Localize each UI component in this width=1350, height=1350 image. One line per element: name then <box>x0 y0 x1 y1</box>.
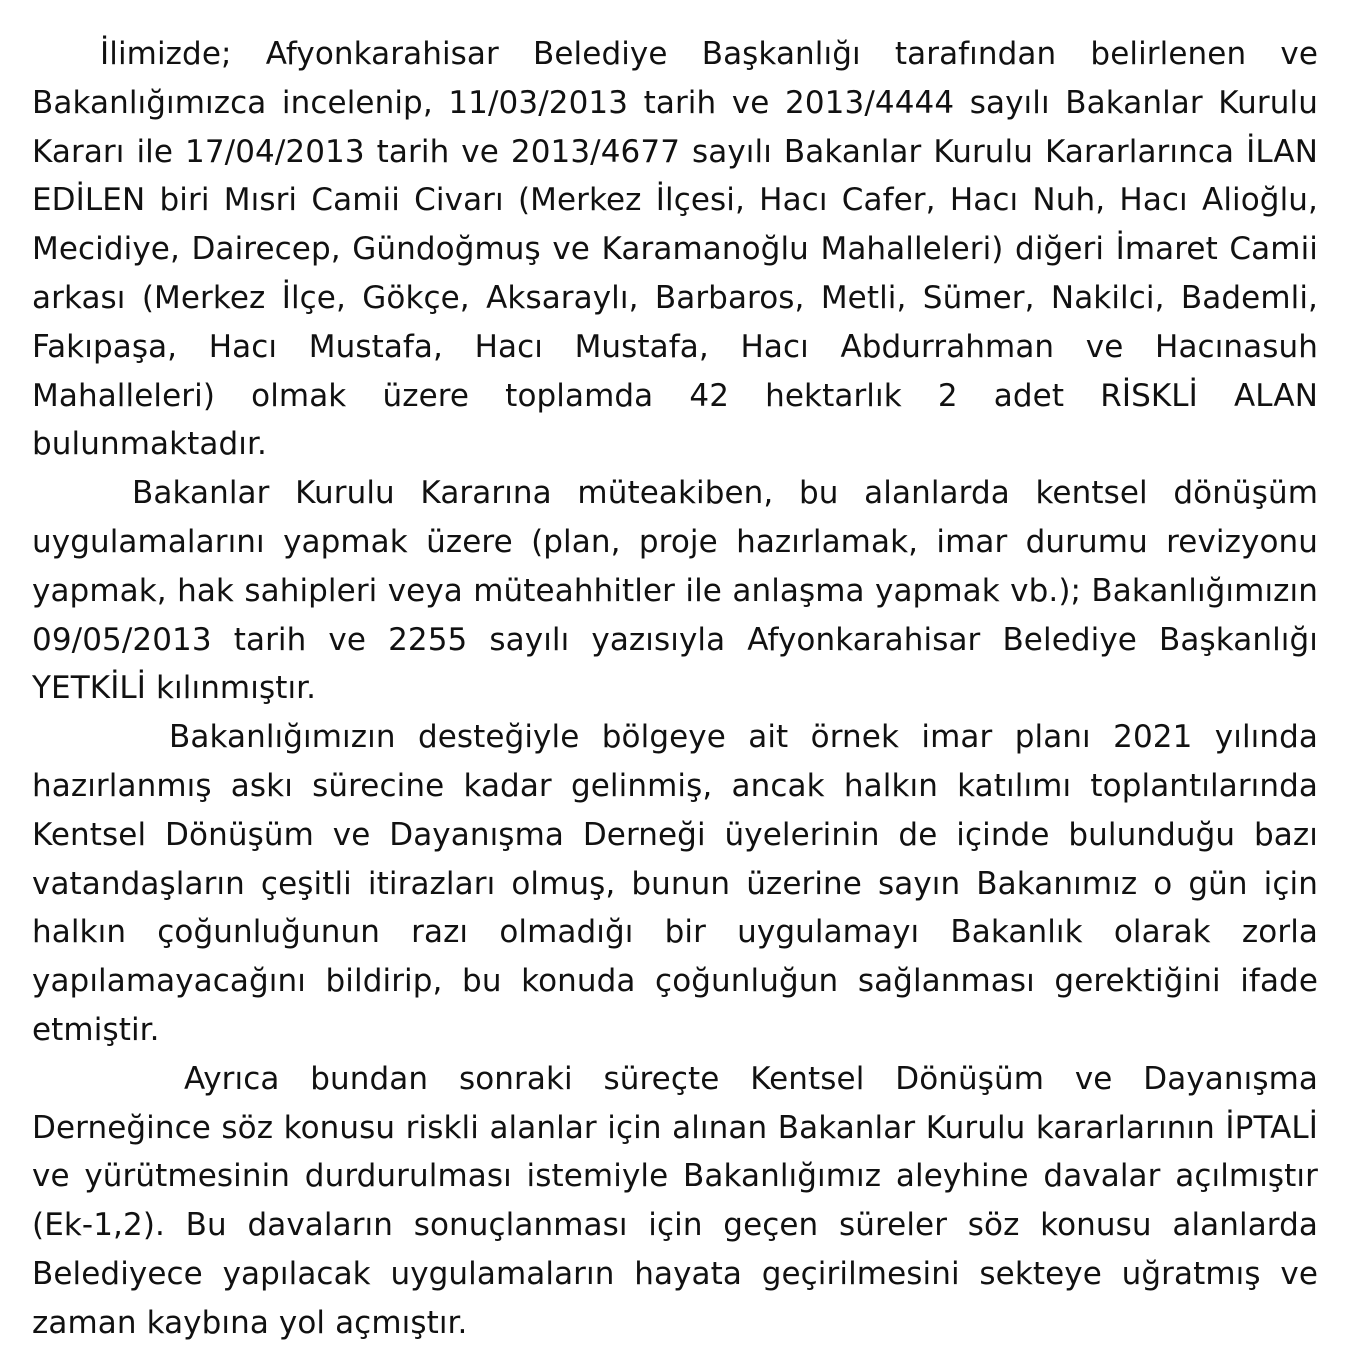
paragraph-zoning-plan <box>32 713 1318 1055</box>
document-page <box>32 30 1318 1348</box>
paragraph-text: İlimizde; Afyonkarahisar Belediye Başkanlığı tarafından belirlenen ve Bakanlığımızca incelenip, 11/03/2013 tarih ve 2013/4444 sayılı Bakanlar Kurulu Kararı ile 17/04/2013 tarih ve 2013/4677 sayılı Bakanlar Kurulu Kararlarınca İLAN EDİLEN biri Mısri Camii Civarı (Merkez İlçesi, Hacı Cafer, Hacı Nuh, Hacı Alioğlu, Mecidiye, Dairecep, Gündoğmuş ve Karamanoğlu Mahalleleri) diğeri İmaret Camii arkası (Merkez İlçe, Gökçe, Aksaraylı, Barbaros, Metli, Sümer, Nakilci, Bademli, Fakıpaşa, Hacı Mustafa, Hacı Mustafa, Hacı Abdurrahman ve Hacınasuh Mahalleleri) olmak üzere toplamda 42 hektarlık 2 adet RİSKLİ ALAN bulunmaktadır. <box>32 36 1318 463</box>
paragraph-text: Ayrıca bundan sonraki süreçte Kentsel Dönüşüm ve Dayanışma Derneğince söz konusu riskli alanlar için alınan Bakanlar Kurulu kararlarının İPTALİ ve yürütmesinin durdurulması istemiyle Bakanlığımız aleyhine davalar açılmıştır (Ek-1,2). Bu davaların sonuçlanması için geçen süreler söz konusu alanlarda Belediyece yapılacak uygulamaların hayata geçirilmesini sekteye uğratmış ve zaman kaybına yol açmıştır. <box>32 1060 1318 1341</box>
paragraph-authorization <box>32 469 1318 713</box>
paragraph-text: Bakanlar Kurulu Kararına müteakiben, bu alanlarda kentsel dönüşüm uygulamalarını yapmak üzere (plan, proje hazırlamak, imar durumu revizyonu yapmak, hak sahipleri veya müteahhitler ile anlaşma yapmak vb.); Bakanlığımızın 09/05/2013 tarih ve 2255 sayılı yazısıyla Afyonkarahisar Belediye Başkanlığı YETKİLİ kılınmıştır. <box>32 475 1318 707</box>
paragraph-lawsuits <box>32 1055 1318 1348</box>
paragraph-risky-areas <box>32 30 1318 469</box>
paragraph-text: Bakanlığımızın desteğiyle bölgeye ait örnek imar planı 2021 yılında hazırlanmış askı sürecine kadar gelinmiş, ancak halkın katılımı toplantılarında Kentsel Dönüşüm ve Dayanışma Derneği üyelerinin de içinde bulunduğu bazı vatandaşların çeşitli itirazları olmuş, bunun üzerine sayın Bakanımız o gün için halkın çoğunluğunun razı olmadığı bir uygulamayı Bakanlık olarak zorla yapılamayacağını bildirip, bu konuda çoğunluğun sağlanması gerektiğini ifade etmiştir. <box>32 719 1318 1048</box>
